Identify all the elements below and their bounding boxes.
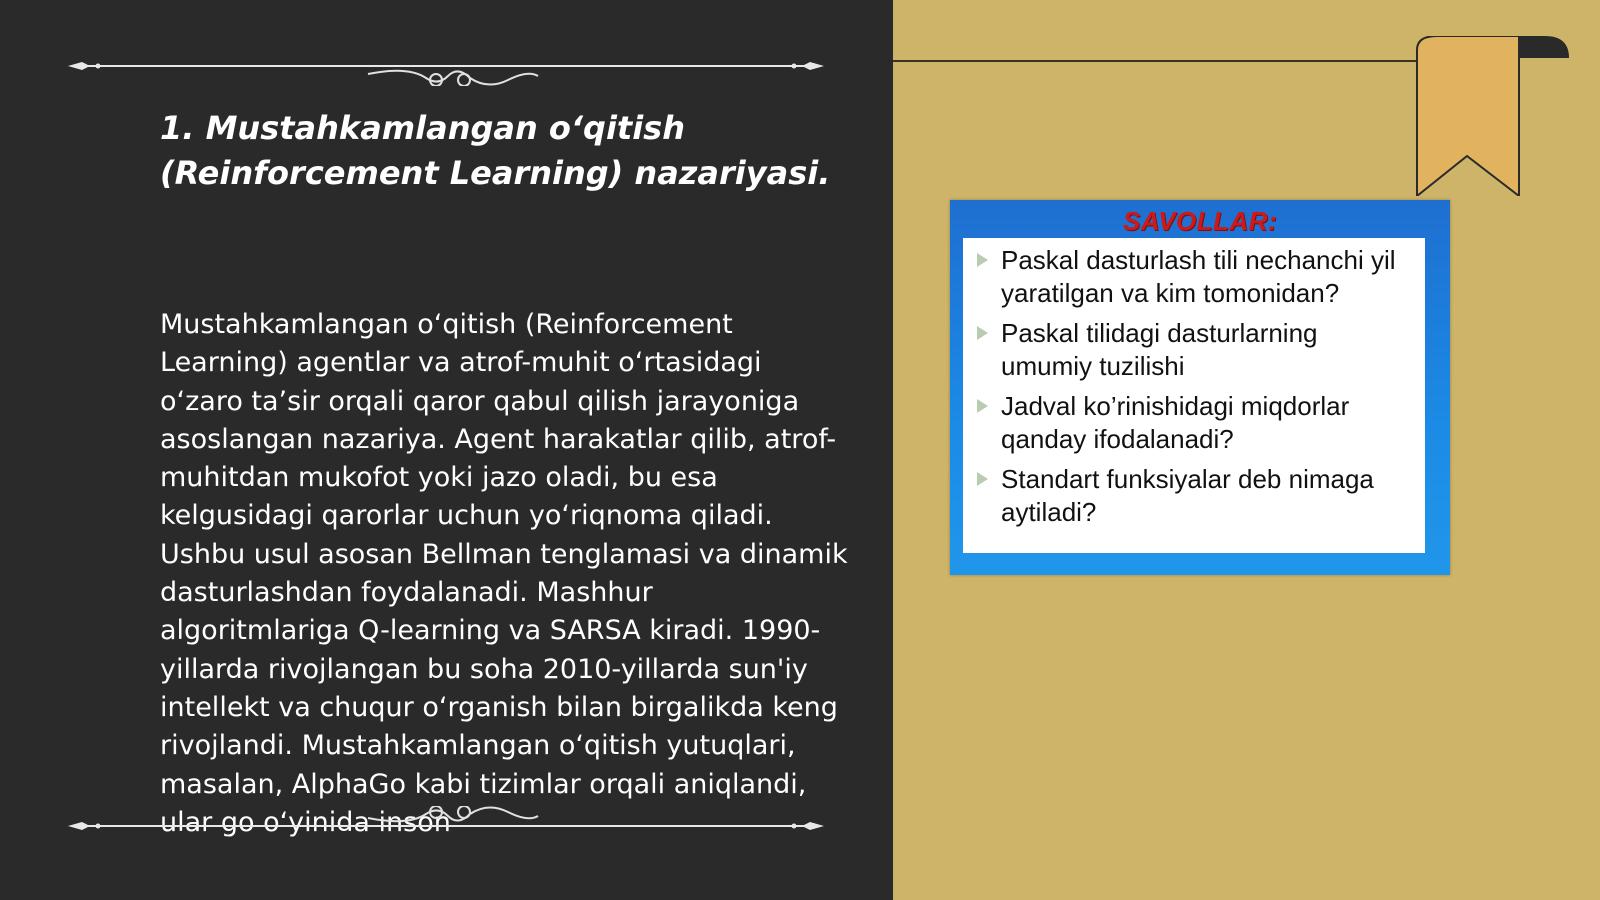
question-text: Paskal dasturlash tili nechanchi yil yaratilgan va kim tomonidan? bbox=[1001, 245, 1396, 308]
question-item bbox=[973, 244, 1413, 310]
arrow-bullet-icon bbox=[977, 399, 988, 413]
question-item bbox=[973, 317, 1413, 383]
horizontal-rule bbox=[893, 60, 1438, 62]
questions-box bbox=[950, 200, 1450, 575]
arrow-bullet-icon bbox=[977, 472, 988, 486]
questions-list bbox=[963, 238, 1425, 529]
right-panel bbox=[893, 0, 1600, 900]
bottom-ornament-divider bbox=[68, 806, 824, 846]
slide-body-text: Mustahkamlangan o‘qitish (Reinforcement Learning) agentlar va atrof-muhit o‘rtasidagi o‘zaro ta’sir orqali qaror qabul qilish jarayoniga asoslangan nazariya. Agent harakatlar qilib, atrof-muhitdan mukofot yoki jazo oladi, bu esa kelgusidagi qarorlar uchun yo‘riqnoma qiladi. Ushbu usul asosan Bellman tenglamasi va dinamik dasturlashdan foydalanadi. Mashhur algoritmlariga Q-learning va SARSA kiradi. 1990-yillarda rivojlangan bu soha 2010-yillarda sun'iy intellekt va chuqur o‘rganish bilan birgalikda keng rivojlandi. Mustahkamlangan o‘qitish yutuqlari, masalan, AlphaGo kabi tizimlar orqali aniqlandi, ular go o‘yinida inson bbox=[160, 309, 848, 838]
slide-title: 1. Mustahkamlangan o‘qitish (Reinforcement Learning) nazariyasi. bbox=[160, 109, 831, 192]
question-text: Jadval ko’rinishidagi miqdorlar qanday ifodalanadi? bbox=[1001, 391, 1350, 454]
question-item bbox=[973, 463, 1413, 529]
questions-heading: SAVOLLAR: bbox=[1122, 206, 1278, 236]
question-item bbox=[973, 390, 1413, 456]
question-text: Paskal tilidagi dasturlarning umumiy tuzilishi bbox=[1001, 318, 1318, 381]
bookmark-ribbon-icon bbox=[1403, 36, 1573, 196]
arrow-bullet-icon bbox=[977, 253, 988, 267]
question-text: Standart funksiyalar deb nimaga aytiladi? bbox=[1001, 464, 1374, 527]
arrow-bullet-icon bbox=[977, 326, 988, 340]
questions-content bbox=[963, 238, 1425, 553]
top-ornament-divider bbox=[68, 46, 824, 86]
